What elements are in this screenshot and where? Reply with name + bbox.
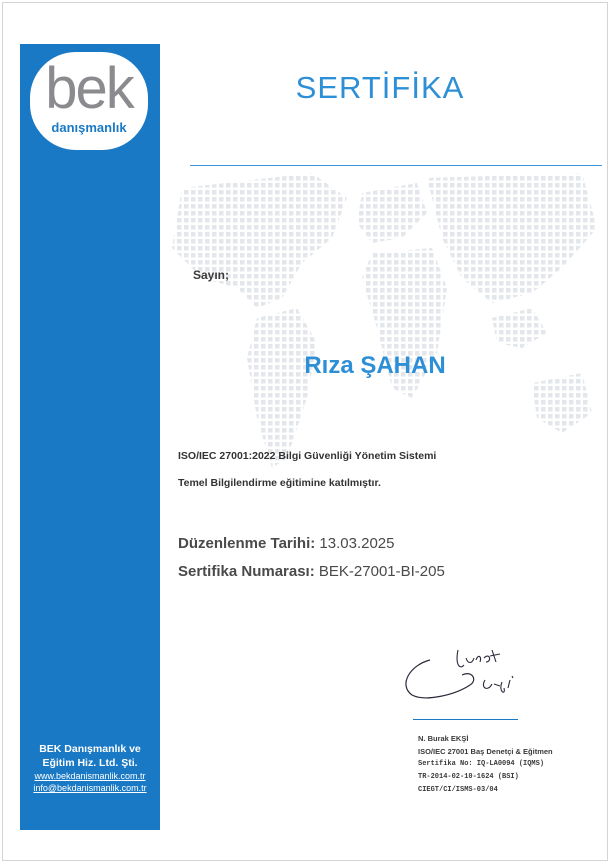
email-link[interactable]: info@bekdanismanlik.com.tr: [33, 783, 147, 793]
signer-certificate-tr: TR-2014-02-10-1624 (BSI): [418, 773, 519, 781]
course-description: Temel Bilgilendirme eğitimine katılmıştır.: [178, 477, 381, 489]
signer-title: ISO/IEC 27001 Baş Denetçi & Eğitmen: [418, 747, 553, 756]
sidebar: [20, 44, 160, 830]
signature-line: [413, 719, 518, 720]
signer-certificate-ciegt: CIEGT/CI/ISMS-03/04: [418, 786, 498, 794]
certificate-title: SERTİFİKA: [295, 70, 465, 105]
certificate-number-label: Sertifika Numarası:: [178, 563, 315, 580]
certificate-number-row: [178, 563, 445, 580]
logo-mark: bek: [45, 56, 133, 121]
issue-date-row: [178, 535, 395, 552]
handwritten-signature: [400, 640, 530, 710]
certificate-number-value: BEK-27001-BI-205: [318, 563, 445, 580]
signer-certificate-no: Sertifika No: IQ-LA0094 (IQMS): [418, 760, 545, 768]
signer-name: N. Burak EKŞİ: [418, 734, 469, 743]
company-name-line1: BEK Danışmanlık ve: [39, 743, 141, 755]
bek-logo: [30, 52, 148, 150]
salutation: Sayın;: [193, 268, 230, 282]
course-title: ISO/IEC 27001:2022 Bilgi Güvenliği Yönetim Sistemi: [178, 450, 437, 462]
title-divider: [190, 165, 602, 166]
recipient-name: Rıza ŞAHAN: [304, 352, 446, 379]
website-link[interactable]: www.bekdanismanlik.com.tr: [34, 771, 146, 781]
signer-block: [418, 732, 553, 797]
issue-date-label: Düzenlenme Tarihi:: [178, 535, 316, 552]
issue-date-value: 13.03.2025: [319, 535, 395, 552]
sidebar-footer: [20, 742, 160, 794]
company-name-line2: Eğitim Hiz. Ltd. Şti.: [42, 757, 138, 769]
logo-subtitle: danışmanlık: [51, 120, 127, 135]
